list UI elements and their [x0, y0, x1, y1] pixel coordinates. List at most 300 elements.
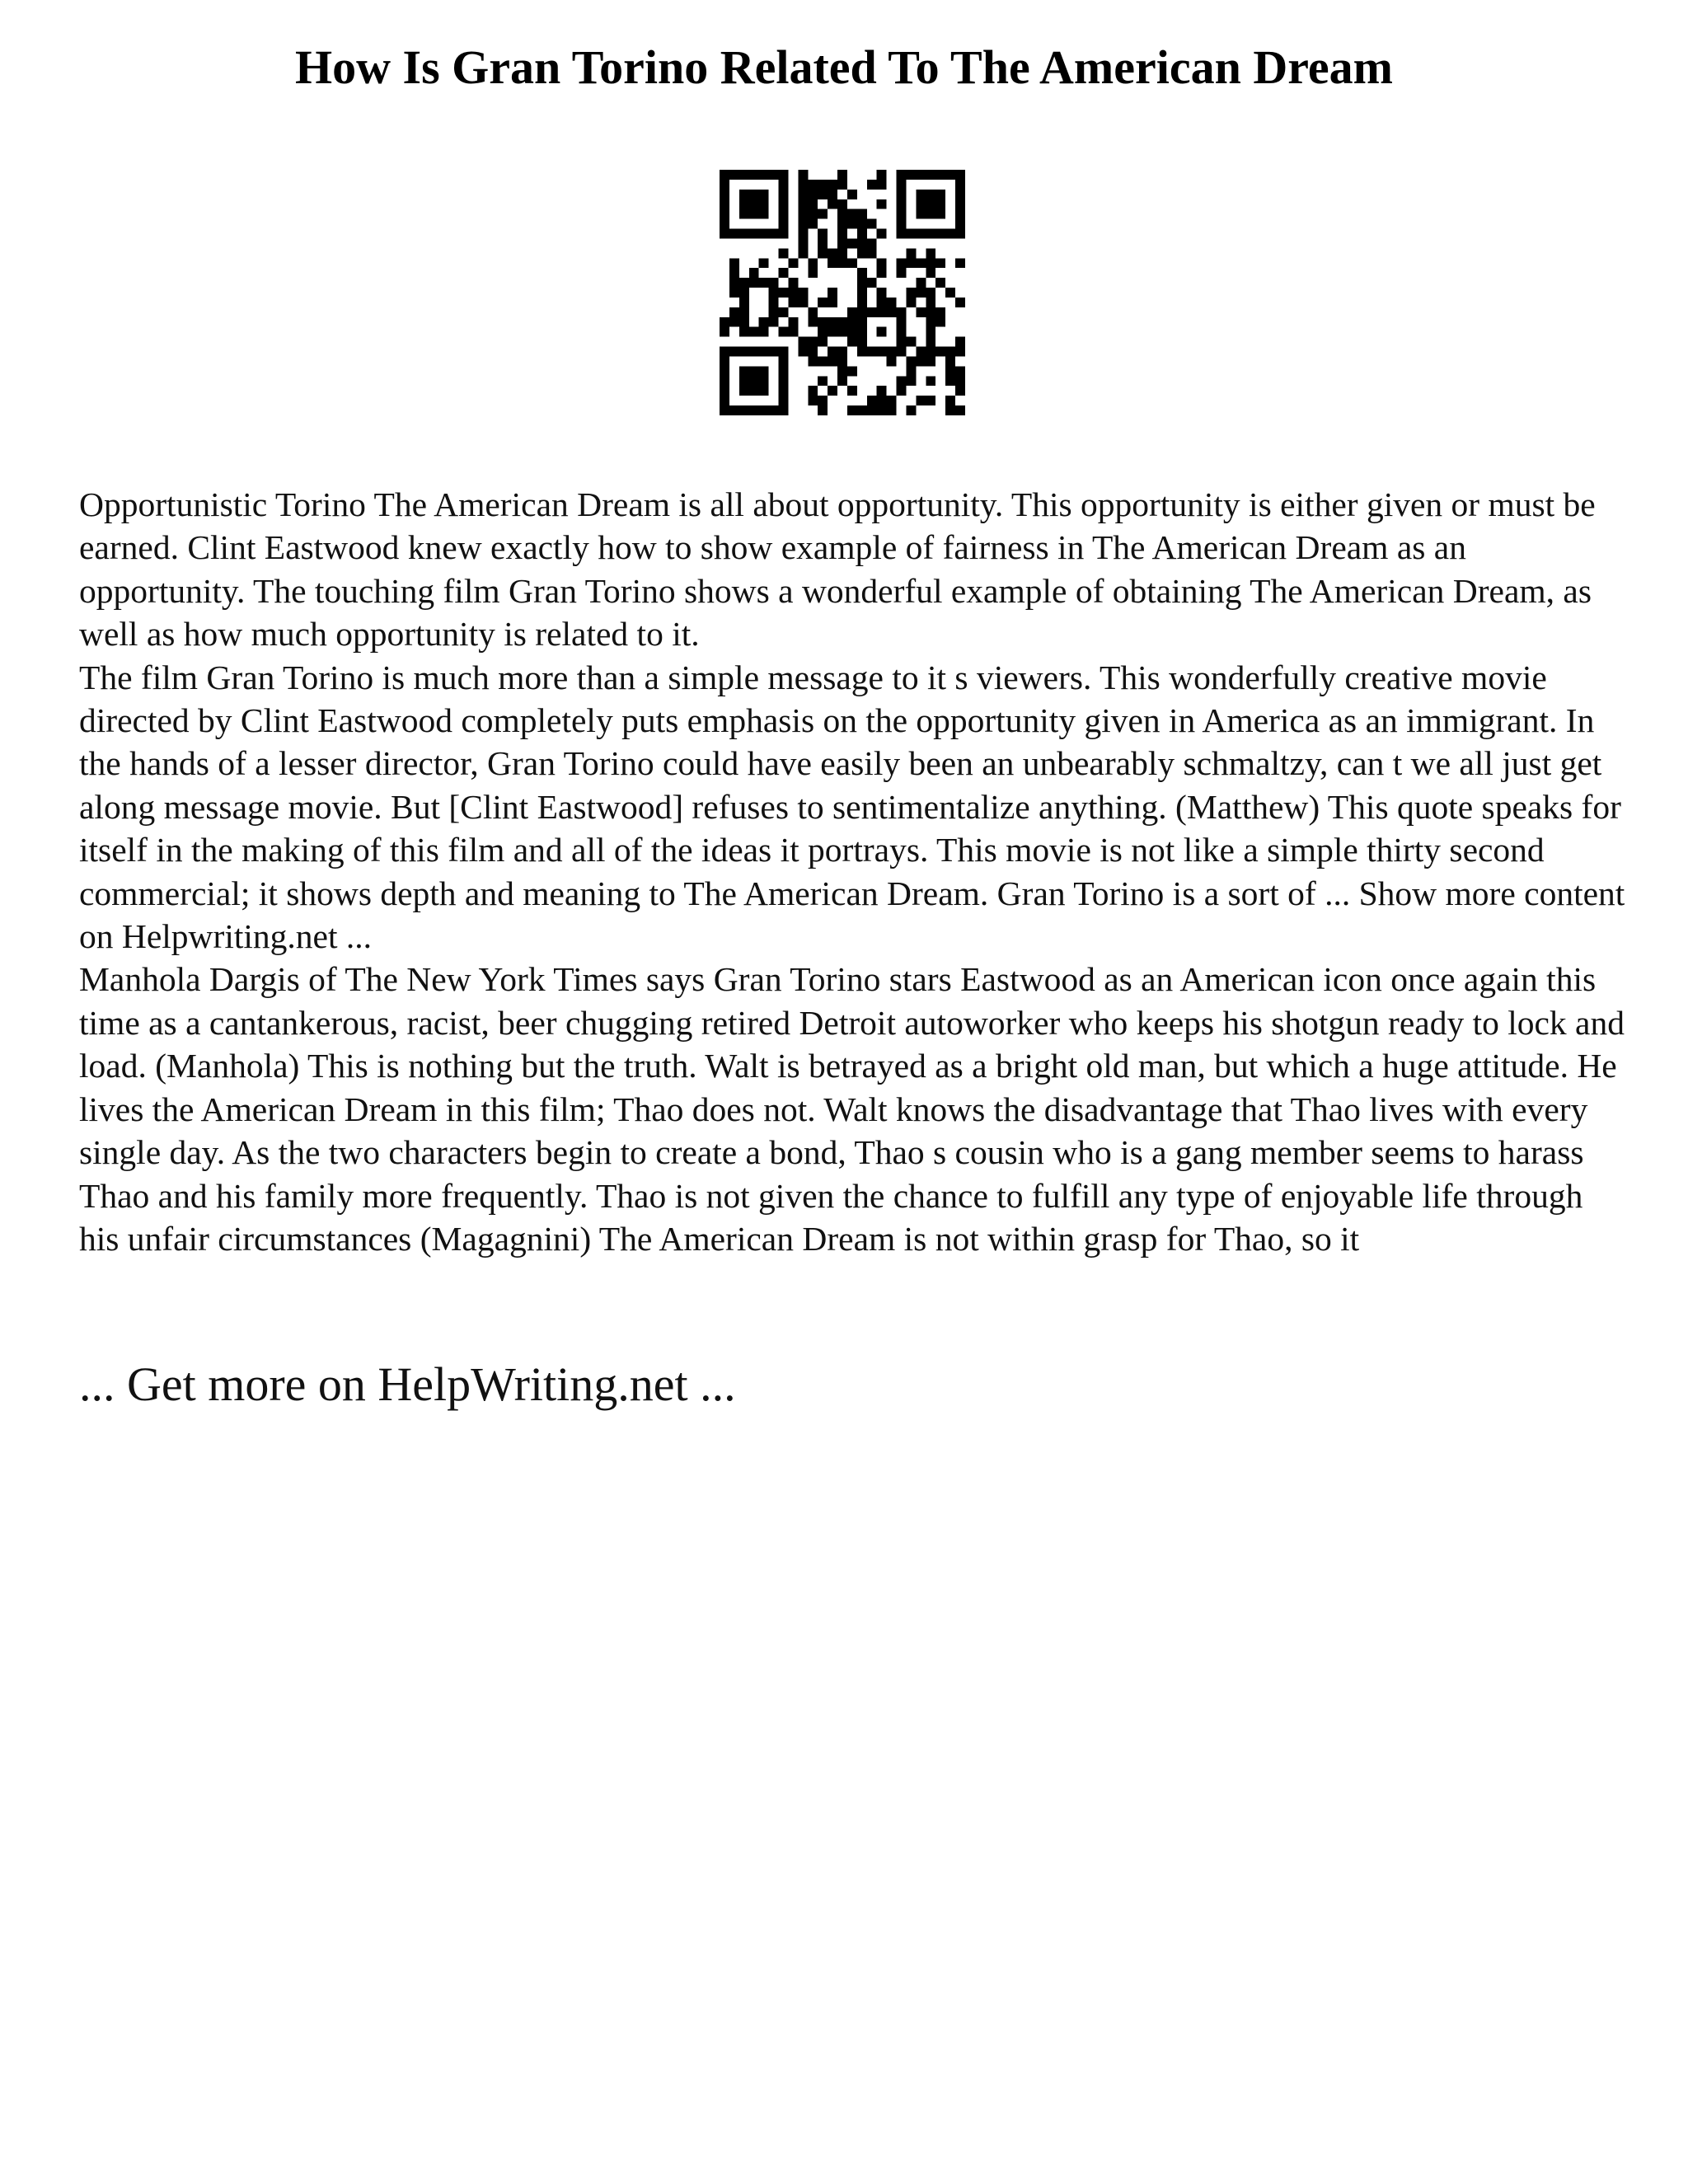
- qr-module: [739, 347, 749, 357]
- qr-module: [720, 386, 729, 396]
- qr-module: [828, 288, 837, 298]
- qr-module: [916, 356, 926, 366]
- paragraph: Manhola Dargis of The New York Times says Gran Torino stars Eastwood as an American icon once again this time as a cantankerous, racist, beer chugging retired Detroit autoworker who keeps his shotgun ready to lock and load. (Manhola) This is nothing but the truth. Walt is betrayed as a bright old man, but which a huge attitude. He lives the American Dream in this film; Thao does not. Walt knows the disadvantage that Thao lives with every single day. As the two characters begin to create a bond, Thao s cousin who is a gang member seems to harass Thao and his family more frequently. Thao is not given the chance to fulfill any type of enjoyable life through his unfair circumstances (Magagnini) The American Dream is not within grasp for Thao, so it: [79, 960, 1625, 1258]
- qr-module: [779, 268, 789, 278]
- qr-module: [779, 209, 789, 219]
- qr-module: [955, 209, 965, 219]
- qr-module: [955, 386, 965, 396]
- qr-module: [837, 180, 847, 190]
- qr-module: [897, 317, 907, 327]
- qr-module: [720, 229, 729, 239]
- qr-module: [759, 209, 769, 219]
- qr-module: [729, 229, 739, 239]
- qr-module: [798, 337, 808, 347]
- qr-module: [847, 386, 857, 396]
- qr-module: [926, 396, 935, 405]
- qr-module: [926, 376, 935, 386]
- qr-module: [926, 190, 935, 199]
- qr-module: [818, 337, 828, 347]
- qr-module: [916, 396, 926, 405]
- qr-module: [916, 170, 926, 180]
- qr-module: [759, 199, 769, 209]
- qr-module: [779, 199, 789, 209]
- qr-module: [749, 170, 759, 180]
- qr-module: [897, 190, 907, 199]
- qr-module: [857, 209, 867, 219]
- qr-module: [759, 317, 769, 327]
- qr-module: [935, 258, 945, 268]
- qr-module: [857, 288, 867, 298]
- qr-module: [867, 248, 877, 258]
- qr-module: [847, 307, 857, 317]
- qr-module: [739, 288, 749, 298]
- qr-module: [837, 248, 847, 258]
- qr-module: [818, 327, 828, 337]
- qr-module: [759, 347, 769, 357]
- paragraph: Opportunistic Torino The American Dream is all about opportunity. This opportunity is either given or must be earned. Clint Eastwood knew exactly how to show example of fairness in The American Dream as an opportunity. The touching film Gran Torino shows a wonderful example of obtaining The American Dream, as well as how much opportunity is related to it.: [79, 485, 1596, 654]
- qr-module: [847, 317, 857, 327]
- qr-module: [818, 298, 828, 307]
- qr-module: [935, 317, 945, 327]
- qr-module: [749, 386, 759, 396]
- qr-module: [779, 248, 789, 258]
- qr-module: [897, 307, 907, 317]
- qr-module: [759, 258, 769, 268]
- qr-module: [798, 190, 808, 199]
- qr-module: [818, 396, 828, 405]
- qr-module: [897, 209, 907, 219]
- qr-module: [749, 405, 759, 415]
- qr-module: [887, 347, 897, 357]
- qr-module: [808, 180, 818, 190]
- qr-module: [926, 229, 935, 239]
- qr-module: [739, 405, 749, 415]
- qr-module: [897, 386, 907, 396]
- qr-module: [926, 209, 935, 219]
- qr-module: [867, 347, 877, 357]
- qr-module: [828, 190, 837, 199]
- qr-module: [926, 327, 935, 337]
- page-title: How Is Gran Torino Related To The American Dream: [295, 40, 1393, 94]
- qr-module: [808, 396, 818, 405]
- qr-module: [916, 278, 926, 288]
- qr-module: [955, 405, 965, 415]
- qr-module: [779, 376, 789, 386]
- qr-module: [788, 317, 798, 327]
- qr-module: [877, 199, 887, 209]
- qr-module: [729, 288, 739, 298]
- qr-module: [779, 170, 789, 180]
- qr-module: [769, 307, 779, 317]
- qr-module: [837, 209, 847, 219]
- qr-module: [916, 258, 926, 268]
- qr-module: [897, 376, 907, 386]
- qr-module: [720, 347, 729, 357]
- qr-module: [847, 366, 857, 376]
- qr-module: [887, 405, 897, 415]
- qr-module: [828, 327, 837, 337]
- qr-module: [877, 268, 887, 278]
- qr-module: [759, 386, 769, 396]
- qr-module: [779, 229, 789, 239]
- qr-module: [720, 405, 729, 415]
- qr-module: [867, 307, 877, 317]
- qr-module: [955, 229, 965, 239]
- qr-module: [729, 405, 739, 415]
- qr-module: [955, 170, 965, 180]
- qr-module: [847, 209, 857, 219]
- qr-module: [808, 337, 818, 347]
- qr-module: [759, 366, 769, 376]
- qr-module: [897, 199, 907, 209]
- qr-module: [729, 317, 739, 327]
- qr-module: [955, 347, 965, 357]
- qr-module: [955, 219, 965, 229]
- qr-module: [749, 327, 759, 337]
- qr-module: [935, 229, 945, 239]
- qr-module: [877, 170, 887, 180]
- get-more-link[interactable]: ... Get more on HelpWriting.net ...: [79, 1357, 736, 1411]
- qr-module: [847, 238, 857, 248]
- qr-module: [945, 356, 955, 366]
- qr-module: [749, 278, 759, 288]
- qr-module: [798, 248, 808, 258]
- qr-module: [798, 288, 808, 298]
- qr-module: [828, 386, 837, 396]
- qr-module: [769, 298, 779, 307]
- qr-module: [798, 298, 808, 307]
- qr-module: [798, 229, 808, 239]
- qr-module: [788, 278, 798, 288]
- qr-module: [798, 170, 808, 180]
- qr-module: [749, 376, 759, 386]
- qr-module: [945, 170, 955, 180]
- qr-module: [877, 307, 887, 317]
- qr-module: [847, 258, 857, 268]
- qr-module: [749, 229, 759, 239]
- qr-module: [867, 180, 877, 190]
- qr-module: [837, 238, 847, 248]
- qr-module: [788, 327, 798, 337]
- qr-module: [857, 337, 867, 347]
- qr-module: [935, 170, 945, 180]
- qr-module: [828, 347, 837, 357]
- qr-module: [779, 386, 789, 396]
- qr-module: [955, 199, 965, 209]
- qr-module: [788, 288, 798, 298]
- qr-module: [739, 199, 749, 209]
- qr-module: [720, 327, 729, 337]
- qr-module: [798, 238, 808, 248]
- qr-module: [739, 190, 749, 199]
- qr-module: [779, 347, 789, 357]
- qr-module: [828, 199, 837, 209]
- qr-module: [926, 317, 935, 327]
- qr-module: [926, 199, 935, 209]
- qr-module: [897, 219, 907, 229]
- qr-module: [906, 376, 916, 386]
- qr-module: [759, 405, 769, 415]
- qr-module: [897, 170, 907, 180]
- qr-module: [877, 229, 887, 239]
- qr-module: [945, 288, 955, 298]
- qr-module: [906, 170, 916, 180]
- qr-module: [798, 347, 808, 357]
- qr-module: [759, 190, 769, 199]
- qr-module: [739, 307, 749, 317]
- article-body: [79, 483, 1629, 1260]
- qr-module: [818, 209, 828, 219]
- qr-module: [955, 190, 965, 199]
- qr-module: [759, 278, 769, 288]
- qr-module: [759, 229, 769, 239]
- qr-module: [955, 337, 965, 347]
- qr-module: [897, 258, 907, 268]
- qr-module: [808, 356, 818, 366]
- qr-module: [779, 219, 789, 229]
- qr-module: [945, 376, 955, 386]
- qr-module: [857, 307, 867, 317]
- qr-module: [906, 248, 916, 258]
- qr-module: [749, 268, 759, 278]
- qr-module: [759, 170, 769, 180]
- qr-module: [788, 258, 798, 268]
- qr-module: [828, 317, 837, 327]
- qr-module: [779, 405, 789, 415]
- qr-module: [720, 356, 729, 366]
- qr-module: [945, 396, 955, 405]
- qr-module: [877, 386, 887, 396]
- qr-module: [739, 278, 749, 288]
- qr-module: [897, 337, 907, 347]
- qr-module: [867, 238, 877, 248]
- qr-module: [857, 219, 867, 229]
- qr-module: [857, 278, 867, 288]
- paragraph: The film Gran Torino is much more than a simple message to it s viewers. This wonderfully creative movie directed by Clint Eastwood completely puts emphasis on the opportunity given in America as an immigrant. In the hands of a lesser director, Gran Torino could have easily been an unbearably schmaltzy, can t we all just get along message movie. But [Clint Eastwood] refuses to sentimentalize anything. (Matthew) This quote speaks for itself in the making of this film and all of the ideas it portrays. This movie is not like a simple thirty second commercial; it shows depth and meaning to The American Dream. Gran Torino is a sort of ... Show more content on Helpwriting.net ...: [79, 658, 1625, 956]
- qr-module: [798, 209, 808, 219]
- qr-module: [935, 307, 945, 317]
- qr-module: [926, 170, 935, 180]
- qr-module: [847, 219, 857, 229]
- qr-module: [877, 180, 887, 190]
- qr-module: [857, 238, 867, 248]
- qr-module: [739, 376, 749, 386]
- qr-module: [749, 347, 759, 357]
- qr-module: [779, 288, 789, 298]
- qr-module: [877, 298, 887, 307]
- qr-module: [867, 405, 877, 415]
- qr-module: [837, 219, 847, 229]
- qr-module: [729, 268, 739, 278]
- qr-module: [916, 199, 926, 209]
- qr-module: [729, 347, 739, 357]
- qr-module: [808, 199, 818, 209]
- qr-module: [897, 229, 907, 239]
- qr-module: [720, 317, 729, 327]
- qr-module: [847, 405, 857, 415]
- qr-module: [798, 180, 808, 190]
- qr-code-icon: [720, 170, 965, 415]
- qr-module: [887, 307, 897, 317]
- qr-module: [916, 229, 926, 239]
- qr-module: [926, 258, 935, 268]
- qr-module: [749, 366, 759, 376]
- qr-module: [828, 180, 837, 190]
- qr-module: [877, 347, 887, 357]
- qr-module: [739, 317, 749, 327]
- qr-module: [769, 405, 779, 415]
- qr-module: [906, 258, 916, 268]
- qr-module: [877, 396, 887, 405]
- qr-module: [749, 209, 759, 219]
- qr-module: [857, 347, 867, 357]
- qr-module: [828, 298, 837, 307]
- qr-module: [837, 327, 847, 337]
- qr-module: [828, 258, 837, 268]
- qr-module: [808, 317, 818, 327]
- qr-module: [945, 347, 955, 357]
- qr-module: [837, 229, 847, 239]
- qr-module: [877, 288, 887, 298]
- qr-module: [955, 258, 965, 268]
- qr-module: [926, 347, 935, 357]
- qr-module: [769, 317, 779, 327]
- qr-module: [818, 405, 828, 415]
- qr-module: [720, 199, 729, 209]
- qr-module: [808, 347, 818, 357]
- qr-module: [916, 190, 926, 199]
- qr-module: [847, 327, 857, 337]
- qr-module: [808, 258, 818, 268]
- qr-module: [808, 307, 818, 317]
- qr-module: [720, 396, 729, 405]
- qr-module: [720, 170, 729, 180]
- qr-module: [935, 190, 945, 199]
- qr-module: [837, 199, 847, 209]
- qr-module: [818, 229, 828, 239]
- qr-module: [916, 307, 926, 317]
- qr-module: [720, 376, 729, 386]
- qr-module: [867, 219, 877, 229]
- qr-module: [769, 229, 779, 239]
- qr-module: [945, 366, 955, 376]
- qr-module: [720, 209, 729, 219]
- qr-module: [779, 307, 789, 317]
- qr-module: [837, 356, 847, 366]
- qr-module: [779, 396, 789, 405]
- qr-module: [808, 386, 818, 396]
- qr-module: [857, 405, 867, 415]
- qr-module: [926, 248, 935, 258]
- qr-module: [759, 376, 769, 386]
- qr-module: [926, 288, 935, 298]
- qr-module: [818, 190, 828, 199]
- qr-module: [955, 376, 965, 386]
- qr-module: [897, 327, 907, 337]
- qr-module: [935, 209, 945, 219]
- qr-module: [779, 366, 789, 376]
- qr-module: [926, 298, 935, 307]
- qr-module: [808, 209, 818, 219]
- qr-module: [837, 347, 847, 357]
- qr-module: [916, 209, 926, 219]
- qr-module: [779, 356, 789, 366]
- qr-module: [818, 376, 828, 386]
- qr-module: [818, 248, 828, 258]
- qr-module: [779, 180, 789, 190]
- qr-module: [906, 229, 916, 239]
- qr-module: [877, 327, 887, 337]
- qr-module: [926, 307, 935, 317]
- qr-module: [847, 190, 857, 199]
- qr-module: [857, 317, 867, 327]
- qr-module: [818, 356, 828, 366]
- qr-module: [808, 190, 818, 199]
- qr-module: [729, 258, 739, 268]
- qr-module: [887, 396, 897, 405]
- qr-module: [798, 199, 808, 209]
- qr-module: [828, 248, 837, 258]
- qr-module: [906, 337, 916, 347]
- qr-module: [897, 180, 907, 190]
- qr-module: [837, 170, 847, 180]
- qr-module: [945, 229, 955, 239]
- qr-module: [769, 347, 779, 357]
- qr-module: [720, 219, 729, 229]
- qr-module: [739, 170, 749, 180]
- qr-module: [935, 347, 945, 357]
- qr-module: [739, 229, 749, 239]
- qr-module: [926, 268, 935, 278]
- qr-module: [857, 327, 867, 337]
- qr-module: [720, 180, 729, 190]
- qr-module: [926, 356, 935, 366]
- qr-module: [935, 199, 945, 209]
- qr-module: [759, 327, 769, 337]
- qr-module: [887, 356, 897, 366]
- qr-module: [779, 190, 789, 199]
- qr-module: [906, 366, 916, 376]
- qr-module: [729, 170, 739, 180]
- qr-module: [769, 170, 779, 180]
- qr-module: [739, 327, 749, 337]
- qr-module: [945, 405, 955, 415]
- qr-module: [818, 238, 828, 248]
- qr-module: [906, 298, 916, 307]
- qr-module: [916, 288, 926, 298]
- qr-module: [828, 356, 837, 366]
- qr-module: [837, 376, 847, 386]
- qr-module: [749, 199, 759, 209]
- qr-module: [857, 248, 867, 258]
- qr-module: [857, 268, 867, 278]
- qr-module: [720, 366, 729, 376]
- qr-module: [749, 190, 759, 199]
- qr-module: [788, 298, 798, 307]
- qr-module: [837, 366, 847, 376]
- qr-module: [720, 190, 729, 199]
- qr-module: [867, 396, 877, 405]
- qr-module: [739, 298, 749, 307]
- qr-module: [857, 298, 867, 307]
- qr-module: [739, 209, 749, 219]
- qr-module: [837, 258, 847, 268]
- qr-module: [769, 288, 779, 298]
- qr-module: [779, 327, 789, 337]
- qr-module: [769, 278, 779, 288]
- qr-module: [955, 366, 965, 376]
- qr-module: [906, 405, 916, 415]
